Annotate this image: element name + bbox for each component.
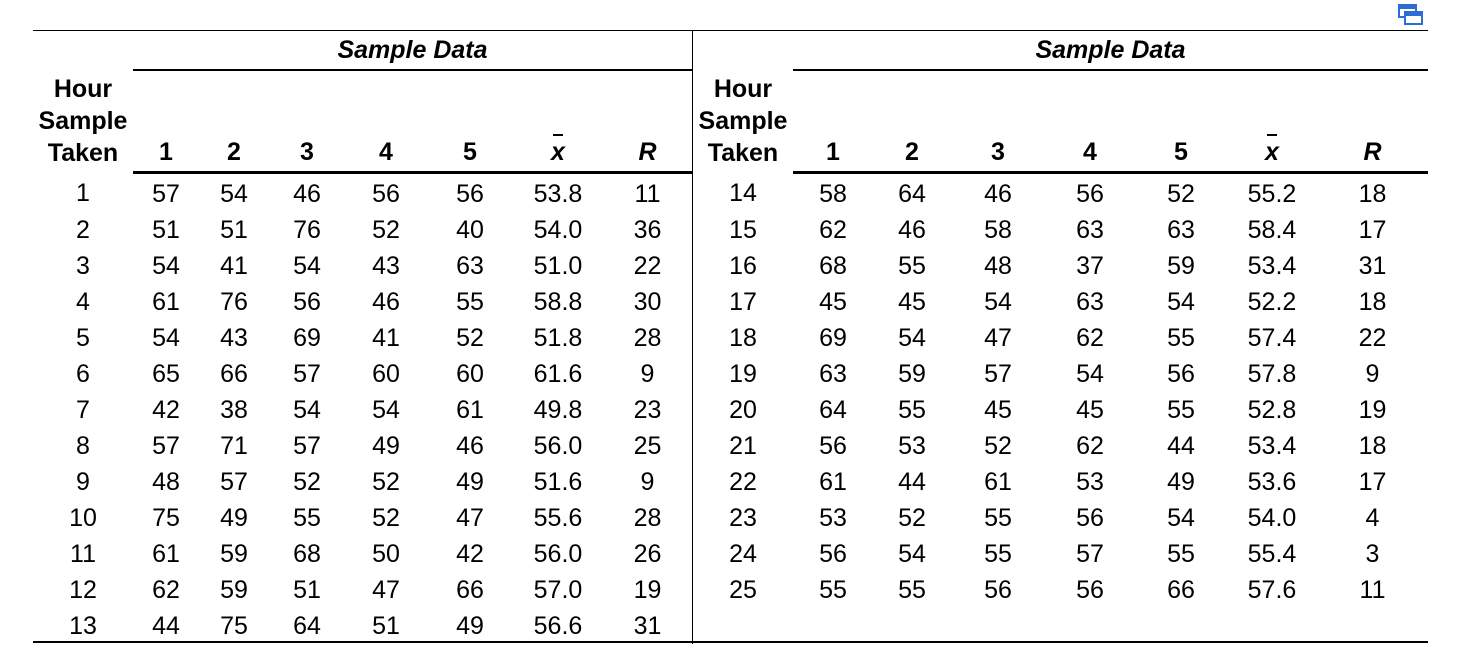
table-cell: 61: [819, 467, 847, 496]
table-cell: 43: [220, 323, 248, 352]
table-cell: 54.0: [533, 215, 583, 244]
table-cell: 28: [633, 503, 662, 532]
table-cell: 66: [1167, 575, 1195, 604]
table-cell: 23: [633, 395, 662, 424]
table-cell: 62: [152, 575, 180, 604]
table-cell: 4: [76, 287, 90, 316]
hour-label: Hour: [713, 74, 773, 103]
table-cell: 55: [898, 395, 926, 424]
table-cell: 18: [1358, 431, 1387, 460]
table-cell: 62: [1076, 323, 1104, 352]
table-cell: 44: [898, 467, 926, 496]
left-table-panel: [33, 30, 692, 644]
table-cell: 53.6: [1247, 467, 1297, 496]
table-cell: 57: [984, 359, 1012, 388]
table-row: [33, 500, 692, 536]
table-row: [33, 320, 692, 356]
table-cell: 47: [456, 503, 484, 532]
table-cell: 50: [372, 539, 400, 568]
table-cell: 11: [1359, 575, 1386, 604]
table-cell: 54: [372, 395, 400, 424]
table-row: [693, 572, 1428, 608]
col-header-xbar: [1227, 70, 1317, 173]
table-cell: 64: [898, 179, 926, 208]
table-cell: 54.0: [1247, 503, 1297, 532]
table-row: [33, 212, 692, 248]
hour-label: Hour: [53, 74, 113, 103]
table-cell: 54: [898, 323, 926, 352]
table-cell: 22: [1358, 323, 1387, 352]
table-cell: 63: [1076, 287, 1104, 316]
table-cell: 28: [633, 323, 662, 352]
table-row: [33, 536, 692, 572]
table-cell: 22: [633, 251, 662, 280]
table-cell: 57: [152, 431, 180, 460]
table-cell: 17: [729, 287, 757, 316]
table-cell: 46: [456, 431, 484, 460]
table-cell: 57: [1076, 539, 1104, 568]
table-row: [693, 536, 1428, 572]
table-cell: 55.4: [1247, 539, 1297, 568]
table-cell: 68: [293, 539, 321, 568]
table-cell: 60: [372, 359, 400, 388]
table-cell: 63: [819, 359, 847, 388]
table-cell: 37: [1076, 251, 1104, 280]
col-header-3: 3: [951, 70, 1045, 173]
table-cell: 31: [633, 611, 662, 640]
table-cell: 1: [76, 178, 90, 207]
table-cell: 43: [372, 251, 400, 280]
table-cell: 46: [984, 179, 1012, 208]
table-cell: 56.6: [533, 611, 583, 640]
table-cell: 62: [1076, 431, 1104, 460]
table-cell: 41: [372, 323, 400, 352]
table-cell: 59: [1167, 251, 1195, 280]
table-cell: 66: [456, 575, 484, 604]
table-cell: 46: [898, 215, 926, 244]
col-header-5: 5: [1135, 70, 1227, 173]
sample-data-title: Sample Data: [133, 31, 692, 71]
right-table-body: [693, 173, 1428, 609]
table-cell: 58.8: [533, 287, 583, 316]
col-header-5: 5: [427, 70, 513, 173]
table-cell: 26: [633, 539, 662, 568]
table-cell: 55: [1167, 539, 1195, 568]
table-cell: 51.6: [533, 467, 583, 496]
table-cell: 55: [898, 575, 926, 604]
taken-label: Taken: [47, 138, 119, 167]
right-table-panel: [693, 30, 1428, 608]
table-cell: 53.4: [1247, 251, 1297, 280]
table-cell: 51: [220, 215, 248, 244]
table-cell: 54: [1076, 359, 1104, 388]
hour-sample-taken-header: [33, 31, 133, 173]
table-cell: 18: [729, 323, 757, 352]
table-cell: 56: [1167, 359, 1195, 388]
table-cell: 63: [1167, 215, 1195, 244]
table-cell: 56: [372, 179, 400, 208]
table-row: [693, 356, 1428, 392]
table-cell: 47: [372, 575, 400, 604]
table-cell: 61: [456, 395, 484, 424]
xbar-symbol: x: [551, 138, 565, 166]
table-row: [693, 173, 1428, 213]
table-row: [693, 212, 1428, 248]
table-cell: 6: [76, 359, 90, 388]
table-cell: 15: [729, 215, 757, 244]
table-cell: 54: [220, 179, 248, 208]
table-row: [693, 500, 1428, 536]
table-row: [33, 428, 692, 464]
table-cell: 57.6: [1247, 575, 1297, 604]
col-header-2: 2: [199, 70, 269, 173]
table-cell: 56: [1076, 503, 1104, 532]
table-cell: 63: [456, 251, 484, 280]
table-cell: 57: [220, 467, 248, 496]
table-cell: 5: [76, 323, 90, 352]
table-cell: 65: [152, 359, 180, 388]
table-cell: 59: [220, 575, 248, 604]
col-header-range: R: [603, 70, 692, 173]
table-cell: 76: [220, 287, 248, 316]
table-cell: 49: [456, 611, 484, 640]
hour-sample-taken-header: [693, 31, 793, 173]
table-cell: 52: [372, 467, 400, 496]
right-data-table: [693, 30, 1428, 608]
table-cell: 23: [729, 503, 757, 532]
table-cell: 52.8: [1247, 395, 1297, 424]
table-cell: 61.6: [533, 359, 583, 388]
table-cell: 76: [293, 215, 321, 244]
table-cell: 55.6: [533, 503, 583, 532]
table-cell: 56: [293, 287, 321, 316]
table-cell: 52: [372, 503, 400, 532]
table-cell: 10: [69, 503, 97, 532]
table-cell: 54: [152, 251, 180, 280]
table-cell: 58: [819, 179, 847, 208]
table-cell: 57.8: [1247, 359, 1297, 388]
table-cell: 42: [152, 395, 180, 424]
table-cell: 51.8: [533, 323, 583, 352]
table-cell: 59: [220, 539, 248, 568]
table-row: [693, 284, 1428, 320]
table-cell: 57.4: [1247, 323, 1297, 352]
table-cell: 52: [293, 467, 321, 496]
col-header-4: 4: [1045, 70, 1135, 173]
table-cell: 61: [152, 539, 180, 568]
table-cell: 54: [152, 323, 180, 352]
table-row: [33, 284, 692, 320]
table-cell: 55: [898, 251, 926, 280]
table-cell: 22: [729, 467, 757, 496]
table-cell: 54: [1167, 287, 1195, 316]
table-row: [33, 173, 692, 213]
table-row: [33, 356, 692, 392]
table-cell: 56: [1076, 179, 1104, 208]
table-cell: 40: [456, 215, 484, 244]
sample-data-title: Sample Data: [793, 31, 1428, 71]
table-cell: 69: [293, 323, 321, 352]
table-cell: 54: [898, 539, 926, 568]
table-cell: 45: [984, 395, 1012, 424]
table-cell: 46: [293, 179, 321, 208]
table-row: [33, 248, 692, 284]
table-cell: 45: [819, 287, 847, 316]
table-cell: 19: [729, 359, 757, 388]
table-cell: 54: [293, 251, 321, 280]
table-cell: 52.2: [1247, 287, 1297, 316]
table-cell: 48: [152, 467, 180, 496]
table-cell: 56: [456, 179, 484, 208]
col-header-1: 1: [133, 70, 199, 173]
table-cell: 66: [220, 359, 248, 388]
table-cell: 9: [1365, 359, 1380, 388]
table-cell: 56: [984, 575, 1012, 604]
sample-label: Sample: [698, 106, 788, 135]
col-header-1: 1: [793, 70, 873, 173]
table-cell: 18: [1358, 179, 1387, 208]
table-cell: 55: [984, 503, 1012, 532]
table-cell: 54: [293, 395, 321, 424]
table-cell: 55: [1167, 395, 1195, 424]
table-cell: 17: [1358, 467, 1387, 496]
table-cell: 52: [1167, 179, 1195, 208]
table-cell: 9: [640, 359, 655, 388]
table-cell: 24: [729, 539, 757, 568]
table-cell: 2: [76, 215, 90, 244]
table-cell: 55: [819, 575, 847, 604]
table-cell: 61: [152, 287, 180, 316]
right-bottom-rule: [693, 641, 1428, 643]
table-cell: 57: [293, 431, 321, 460]
table-cell: 19: [1358, 395, 1387, 424]
table-cell: 75: [220, 611, 248, 640]
table-row: [693, 464, 1428, 500]
table-cell: 49: [220, 503, 248, 532]
table-cell: 9: [640, 467, 655, 496]
xbar-symbol: x: [1265, 138, 1279, 166]
table-cell: 20: [729, 395, 757, 424]
table-cell: 51: [372, 611, 400, 640]
table-cell: 31: [1358, 251, 1387, 280]
table-cell: 56.0: [533, 431, 583, 460]
table-cell: 55: [456, 287, 484, 316]
table-cell: 9: [76, 467, 90, 496]
table-cell: 59: [898, 359, 926, 388]
table-cell: 53: [819, 503, 847, 532]
table-row: [693, 248, 1428, 284]
table-cell: 63: [1076, 215, 1104, 244]
table-cell: 3: [76, 251, 90, 280]
table-cell: 57: [152, 179, 180, 208]
table-cell: 4: [1365, 503, 1380, 532]
table-row: [33, 464, 692, 500]
popout-window-icon[interactable]: [1398, 4, 1424, 26]
table-cell: 44: [1167, 431, 1195, 460]
table-cell: 56: [819, 539, 847, 568]
table-cell: 49: [1167, 467, 1195, 496]
table-cell: 52: [372, 215, 400, 244]
table-cell: 49: [372, 431, 400, 460]
col-header-xbar: [513, 70, 603, 173]
col-header-2: 2: [873, 70, 951, 173]
table-cell: 12: [69, 575, 97, 604]
col-header-range: R: [1317, 70, 1428, 173]
table-cell: 71: [220, 431, 248, 460]
table-cell: 17: [1358, 215, 1387, 244]
table-cell: 44: [152, 611, 180, 640]
left-bottom-rule: [33, 641, 692, 643]
table-cell: 56: [1076, 575, 1104, 604]
table-cell: 58: [984, 215, 1012, 244]
table-cell: 56: [819, 431, 847, 460]
col-header-4: 4: [345, 70, 427, 173]
table-cell: 49.8: [533, 395, 583, 424]
table-cell: 46: [372, 287, 400, 316]
table-cell: 52: [984, 431, 1012, 460]
table-row: [693, 428, 1428, 464]
table-cell: 42: [456, 539, 484, 568]
table-row: [693, 320, 1428, 356]
table-cell: 51.0: [533, 251, 583, 280]
table-cell: 55: [1167, 323, 1195, 352]
table-cell: 54: [1167, 503, 1195, 532]
table-cell: 61: [984, 467, 1012, 496]
table-cell: 57.0: [533, 575, 583, 604]
table-row: [33, 608, 692, 644]
table-cell: 3: [1365, 539, 1380, 568]
table-cell: 53: [898, 431, 926, 460]
table-cell: 54: [984, 287, 1012, 316]
table-cell: 18: [1358, 287, 1387, 316]
table-cell: 7: [76, 395, 90, 424]
table-cell: 53: [1076, 467, 1104, 496]
table-cell: 30: [633, 287, 662, 316]
table-row: [693, 392, 1428, 428]
table-cell: 25: [729, 575, 757, 604]
table-cell: 51: [152, 215, 180, 244]
left-data-table: [33, 30, 692, 644]
table-cell: 55: [984, 539, 1012, 568]
table-cell: 25: [633, 431, 662, 460]
table-cell: 58.4: [1247, 215, 1297, 244]
table-cell: 52: [898, 503, 926, 532]
col-header-3: 3: [269, 70, 345, 173]
left-table-body: [33, 173, 692, 645]
table-cell: 53.4: [1247, 431, 1297, 460]
table-cell: 48: [984, 251, 1012, 280]
table-cell: 64: [293, 611, 321, 640]
table-cell: 56.0: [533, 539, 583, 568]
table-cell: 11: [70, 539, 96, 568]
table-cell: 19: [633, 575, 662, 604]
table-cell: 47: [984, 323, 1012, 352]
table-cell: 51: [293, 575, 321, 604]
table-cell: 41: [220, 251, 248, 280]
sample-label: Sample: [38, 106, 128, 135]
table-cell: 36: [633, 215, 662, 244]
table-row: [33, 572, 692, 608]
table-cell: 68: [819, 251, 847, 280]
table-cell: 62: [819, 215, 847, 244]
table-cell: 69: [819, 323, 847, 352]
table-cell: 55: [293, 503, 321, 532]
table-row: [33, 392, 692, 428]
taken-label: Taken: [707, 138, 779, 167]
table-cell: 57: [293, 359, 321, 388]
table-cell: 14: [729, 178, 757, 207]
table-cell: 60: [456, 359, 484, 388]
table-cell: 45: [898, 287, 926, 316]
table-cell: 8: [76, 431, 90, 460]
table-cell: 75: [152, 503, 180, 532]
table-cell: 11: [634, 179, 661, 208]
table-cell: 38: [220, 395, 248, 424]
table-cell: 64: [819, 395, 847, 424]
table-cell: 45: [1076, 395, 1104, 424]
table-cell: 13: [69, 611, 97, 640]
table-cell: 52: [456, 323, 484, 352]
table-cell: 49: [456, 467, 484, 496]
table-cell: 53.8: [533, 179, 583, 208]
table-cell: 21: [729, 431, 757, 460]
table-cell: 55.2: [1247, 179, 1297, 208]
table-cell: 16: [729, 251, 757, 280]
